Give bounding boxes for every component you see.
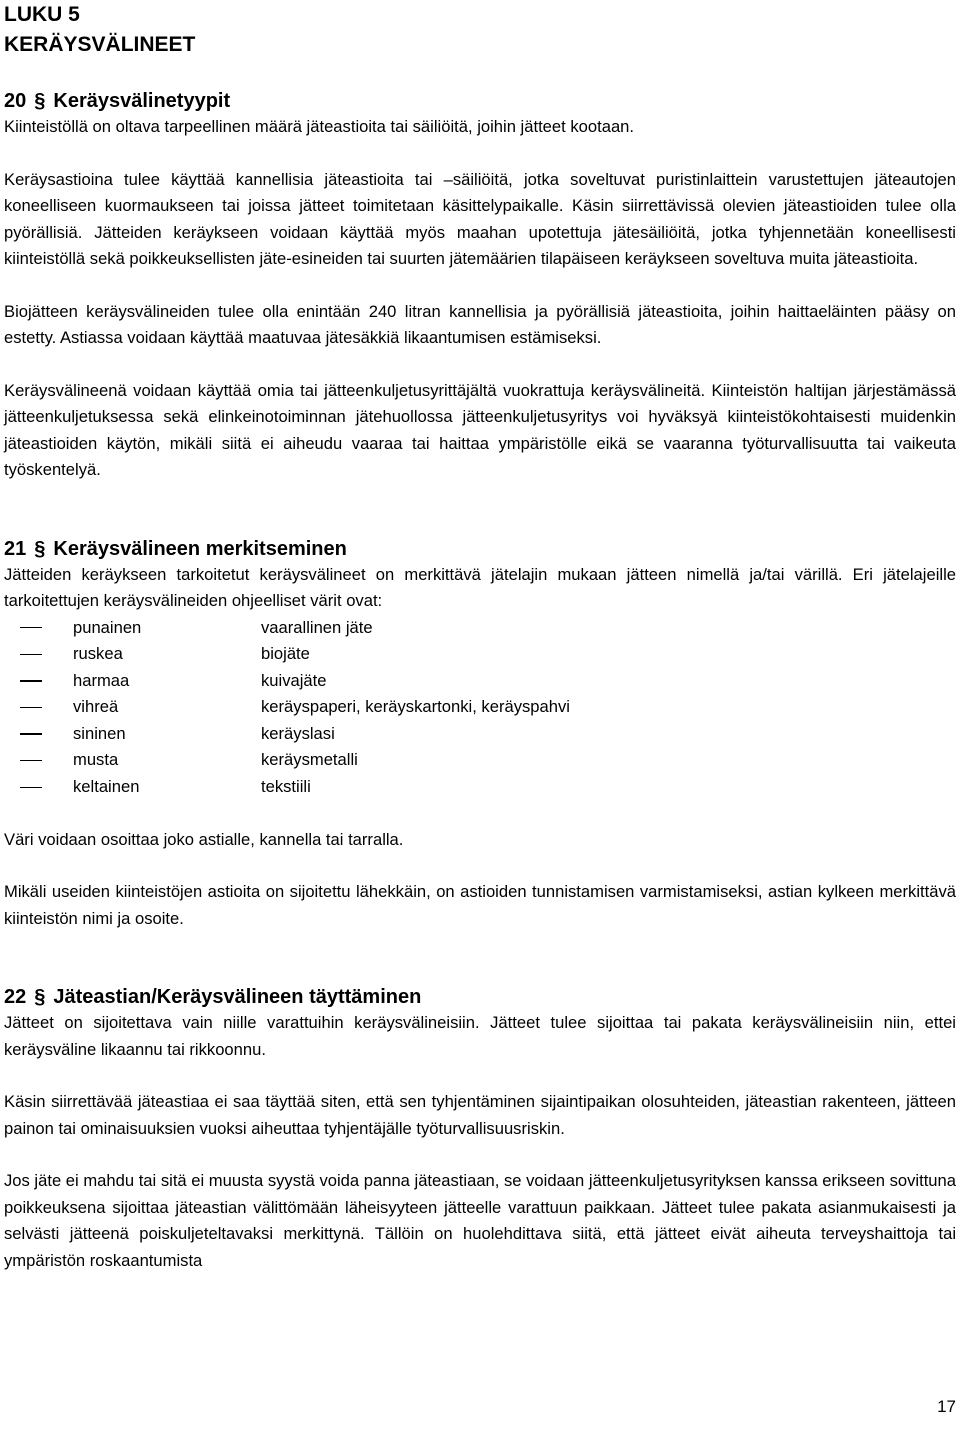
chapter-label: LUKU 5	[4, 3, 80, 26]
color-name: keltainen	[73, 777, 140, 797]
waste-type: keräyspaperi, keräyskartonki, keräyspahvi	[261, 697, 570, 717]
list-item	[4, 615, 956, 642]
document-page	[4, 0, 956, 1274]
section-22	[4, 984, 956, 1274]
waste-type: vaarallinen jäte	[261, 617, 373, 637]
section-symbol: §	[34, 90, 46, 112]
dash-bullet	[20, 654, 42, 655]
section-title: Keräysvälinetyypit	[53, 90, 231, 112]
color-name: ruskea	[73, 644, 123, 664]
section-title: Jäteastian/Keräysvälineen täyttäminen	[53, 986, 422, 1009]
paragraph: Keräysvälineenä voidaan käyttää omia tai jätteenkuljetusyrittäjältä vuokrattuja keräysvälineitä. Kiinteistön haltijan järjestämässä jätteenkuljetuksessa sekä elinkeinotoiminnan jätehuollossa jätteenkuljetusyritys voi hyväksyä kiinteistökohtaisesti muidenkin jäteastioiden käytön, mikäli siitä ei aiheudu vaaraa tai haittaa ympäristölle eikä se vaaranna työturvallisuutta tai vaikeuta työskentelyä.	[4, 380, 956, 479]
list-item	[4, 774, 956, 801]
paragraph: Väri voidaan osoittaa joko astialle, kannella tai tarralla.	[4, 829, 404, 849]
section-21	[4, 536, 956, 933]
chapter-heading	[4, 0, 956, 60]
color-name: harmaa	[73, 670, 130, 690]
color-name: vihreä	[73, 697, 119, 717]
color-name: sininen	[73, 723, 126, 743]
waste-type: biojäte	[261, 644, 310, 664]
section-intro: Kiinteistöllä on oltava tarpeellinen määrä jäteastioita tai säiliöitä, joihin jätteet kootaan.	[4, 117, 635, 136]
paragraph: Käsin siirrettävää jäteastiaa ei saa täyttää siten, että sen tyhjentäminen sijaintipaikan olosuhteiden, jäteastian rakenteen, jätteen painon tai ominaisuuksien vuoksi aiheuttaa tyhjentäjälle työturvallisuusriskin.	[4, 1092, 956, 1138]
list-item	[4, 694, 956, 721]
section-intro: Jätteiden keräykseen tarkoitetut keräysvälineet on merkittävä jätelajin mukaan jätteen nimellä ja/tai värillä. Eri jätelajeille tarkoitettujen keräysvälineiden ohjeelliset värit ovat:	[4, 564, 956, 610]
waste-type: kuivajäte	[261, 670, 327, 690]
list-item	[4, 721, 956, 748]
paragraph: Mikäli useiden kiinteistöjen astioita on sijoitettu lähekkäin, on astioiden tunnistamisen varmistamiseksi, astian kylkeen merkittävä kiinteistön nimi ja osoite.	[4, 882, 956, 928]
dash-bullet	[20, 760, 42, 761]
section-title: Keräysvälineen merkitseminen	[53, 537, 347, 560]
dash-bullet	[20, 787, 42, 788]
waste-type: keräyslasi	[261, 723, 335, 743]
section-number: 22	[4, 986, 27, 1009]
paragraph: Biojätteen keräysvälineiden tulee olla enintään 240 litran kannellisia ja pyörällisiä jäteastioita, joihin haittaeläinten pääsy on estetty. Astiassa voidaan käyttää maatuvaa jätesäkkiä likaantumisen estämiseksi.	[4, 301, 956, 347]
section-number: 21	[4, 537, 27, 560]
waste-type: tekstiili	[261, 777, 311, 797]
list-item	[4, 668, 956, 695]
section-symbol: §	[34, 537, 46, 560]
paragraph: Keräysastioina tulee käyttää kannellisia jäteastioita tai –säiliöitä, jotka soveltuvat puristinlaittein varustettujen jäteautojen koneelliseen kuormaukseen tai joissa jätteet toimitetaan käsittelypaikalle. Käsin siirrettävissä olevien jäteastioiden tulee olla pyörällisiä. Jätteiden keräykseen voidaan käyttää myös maahan upotettuja jätesäiliöitä, jotka tyhjennetään koneellisesti kiinteistöllä sekä poikkeuksellisten jäte-esineiden tai suurten jätemäärien tilapäiseen keräykseen soveltuva muita jäteastioita.	[4, 169, 956, 268]
paragraph: Jos jäte ei mahdu tai sitä ei muusta syystä voida panna jäteastiaan, se voidaan jätteenkuljetusyrityksen kanssa erikseen sovittuna poikkeuksena sijoittaa jäteastian välittömään läheisyyteen jätteelle varattuun paikkaan. Jätteet tulee pakata asianmukaisesti ja selvästi jätteenä poiskuljeteltavaksi merkittynä. Tällöin on huolehdittava siitä, että jätteet eivät aiheuta terveyshaittoja tai ympäristön roskaantumista	[4, 1171, 956, 1270]
section-heading	[4, 88, 956, 114]
section-symbol: §	[34, 986, 46, 1009]
page-number: 17	[937, 1397, 956, 1416]
section-intro: Jätteet on sijoitettava vain niille varattuihin keräysvälineisiin. Jätteet tulee sijoittaa tai pakata keräysvälineisiin niin, ettei keräysväline likaannu tai rikkoonnu.	[4, 1013, 956, 1059]
dash-bullet	[20, 627, 42, 628]
chapter-title: KERÄYSVÄLINEET	[4, 33, 196, 56]
list-item	[4, 747, 956, 774]
color-name: punainen	[73, 617, 142, 637]
color-list	[4, 615, 956, 801]
dash-bullet	[20, 733, 42, 734]
section-heading	[4, 536, 956, 562]
color-name: musta	[73, 750, 119, 770]
section-number: 20	[4, 90, 27, 112]
section-20	[4, 88, 956, 484]
dash-bullet	[20, 707, 42, 708]
section-heading	[4, 984, 956, 1010]
dash-bullet	[20, 680, 42, 681]
waste-type: keräysmetalli	[261, 750, 358, 770]
list-item	[4, 641, 956, 668]
